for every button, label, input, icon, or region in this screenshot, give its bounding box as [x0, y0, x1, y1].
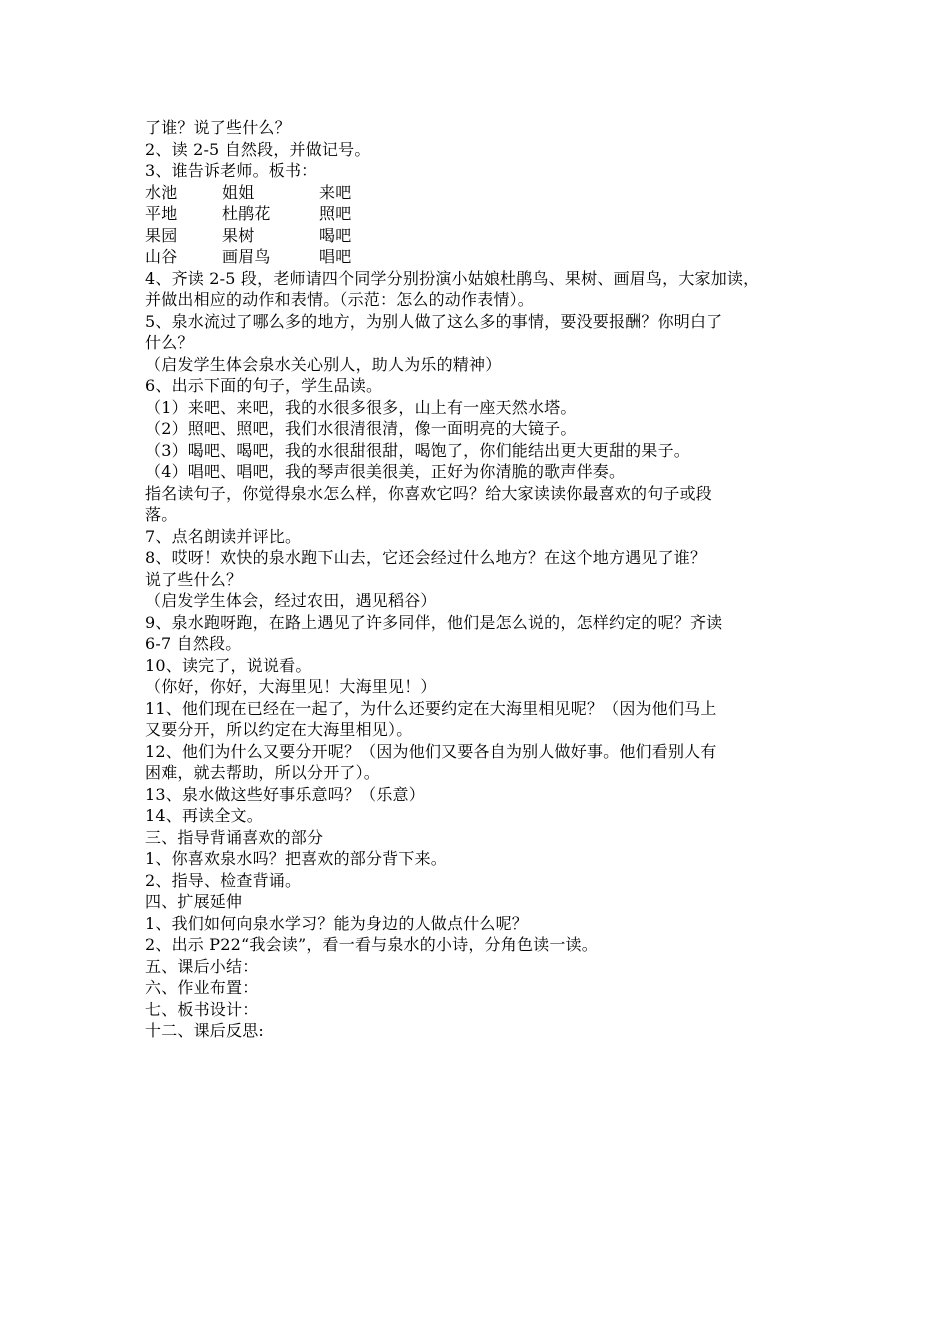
document-body	[145, 117, 820, 1042]
text-line: 2、出示 P22“我会读”，看一看与泉水的小诗，分角色读一读。	[145, 935, 598, 954]
board-cell: 果园	[145, 225, 178, 245]
text-line: 2、读 2-5 自然段，并做记号。	[145, 139, 371, 159]
board-cell: 照吧	[319, 204, 352, 223]
board-row	[145, 246, 820, 268]
text-line: 8、哎呀！欢快的泉水跑下山去，它还会经过什么地方？在这个地方遇见了谁？	[145, 548, 707, 567]
lesson-steps	[145, 268, 820, 1042]
text-line: 了谁？说了些什么？	[145, 118, 291, 137]
board-cell: 唱吧	[319, 247, 352, 266]
text-line: 6、出示下面的句子，学生品读。	[145, 376, 383, 395]
text-line: 十二、课后反思:	[145, 1021, 264, 1040]
text-line: （3）喝吧、喝吧，我的水很甜很甜，喝饱了，你们能结出更大更甜的果子。	[145, 440, 690, 460]
board-writing-table	[145, 182, 820, 268]
text-line: 6-7 自然段。	[145, 634, 242, 653]
board-cell: 画眉鸟	[222, 247, 271, 266]
board-cell: 平地	[145, 204, 178, 223]
text-line: 并做出相应的动作和表情。（示范：怎么的动作表情）。	[145, 290, 535, 309]
text-line: 2、指导、检查背诵。	[145, 870, 302, 890]
text-line: 4、齐读 2-5 段，老师请四个同学分别扮演小姑娘杜鹃鸟、果树、画眉鸟，大家加读，	[145, 268, 760, 288]
text-line: （2）照吧、照吧，我们水很清很清，像一面明亮的大镜子。	[145, 419, 577, 438]
text-line: 14、再读全文。	[145, 806, 263, 825]
board-cell: 姐姐	[222, 182, 255, 202]
text-line: 10、读完了，说说看。	[145, 655, 312, 675]
text-line: 什么？	[145, 333, 194, 352]
text-line: 3、谁告诉老师。板书：	[145, 161, 318, 180]
board-cell: 山谷	[145, 247, 178, 266]
text-line: （1）来吧、来吧，我的水很多很多，山上有一座天然水塔。	[145, 397, 577, 417]
text-line: 指名读句子，你觉得泉水怎么样，你喜欢它吗？给大家读读你最喜欢的句子或段	[145, 483, 713, 503]
text-line: （4）唱吧、唱吧，我的琴声很美很美，正好为你清脆的歌声伴奏。	[145, 462, 626, 481]
text-line: 13、泉水做这些好事乐意吗？（乐意）	[145, 784, 425, 804]
text-line: 9、泉水跑呀跑，在路上遇见了许多同伴，他们是怎么说的，怎样约定的呢？齐读	[145, 612, 723, 632]
text-line: 四、扩展延伸	[145, 892, 243, 911]
board-cell: 杜鹃花	[222, 204, 271, 223]
text-line: 12、他们为什么又要分开呢？（因为他们又要各自为别人做好事。他们看别人有	[145, 741, 717, 761]
board-row	[145, 182, 820, 204]
board-cell: 来吧	[319, 182, 352, 202]
intro-lines	[145, 117, 820, 182]
text-line: 六、作业布置：	[145, 978, 259, 997]
text-line: 七、板书设计：	[145, 999, 259, 1019]
board-cell: 水池	[145, 182, 178, 202]
text-line: 又要分开，所以约定在大海里相见）。	[145, 720, 413, 739]
text-line: 5、泉水流过了哪么多的地方，为别人做了这么多的事情，要没要报酬？你明白了	[145, 311, 723, 331]
text-line: 1、你喜欢泉水吗？把喜欢的部分背下来。	[145, 849, 447, 868]
board-row	[145, 225, 820, 247]
text-line: 7、点名朗读并评比。	[145, 526, 302, 546]
text-line: 1、我们如何向泉水学习？能为身边的人做点什么呢？	[145, 913, 528, 933]
text-line: 11、他们现在已经在一起了，为什么还要约定在大海里相见呢？（因为他们马上	[145, 698, 717, 718]
text-line: （启发学生体会泉水关心别人，助人为乐的精神）	[145, 354, 502, 374]
text-line: 五、课后小结：	[145, 956, 259, 976]
text-line: 三、指导背诵喜欢的部分	[145, 827, 324, 847]
text-line: 落。	[145, 505, 178, 524]
text-line: （启发学生体会，经过农田，遇见稻谷）	[145, 591, 437, 610]
text-line: （你好，你好，大海里见！大海里见！）	[145, 677, 437, 696]
text-line: 困难，就去帮助，所以分开了）。	[145, 763, 381, 782]
text-line: 说了些什么？	[145, 569, 243, 589]
board-row	[145, 203, 820, 225]
board-cell: 果树	[222, 225, 255, 245]
board-cell: 喝吧	[319, 225, 352, 245]
